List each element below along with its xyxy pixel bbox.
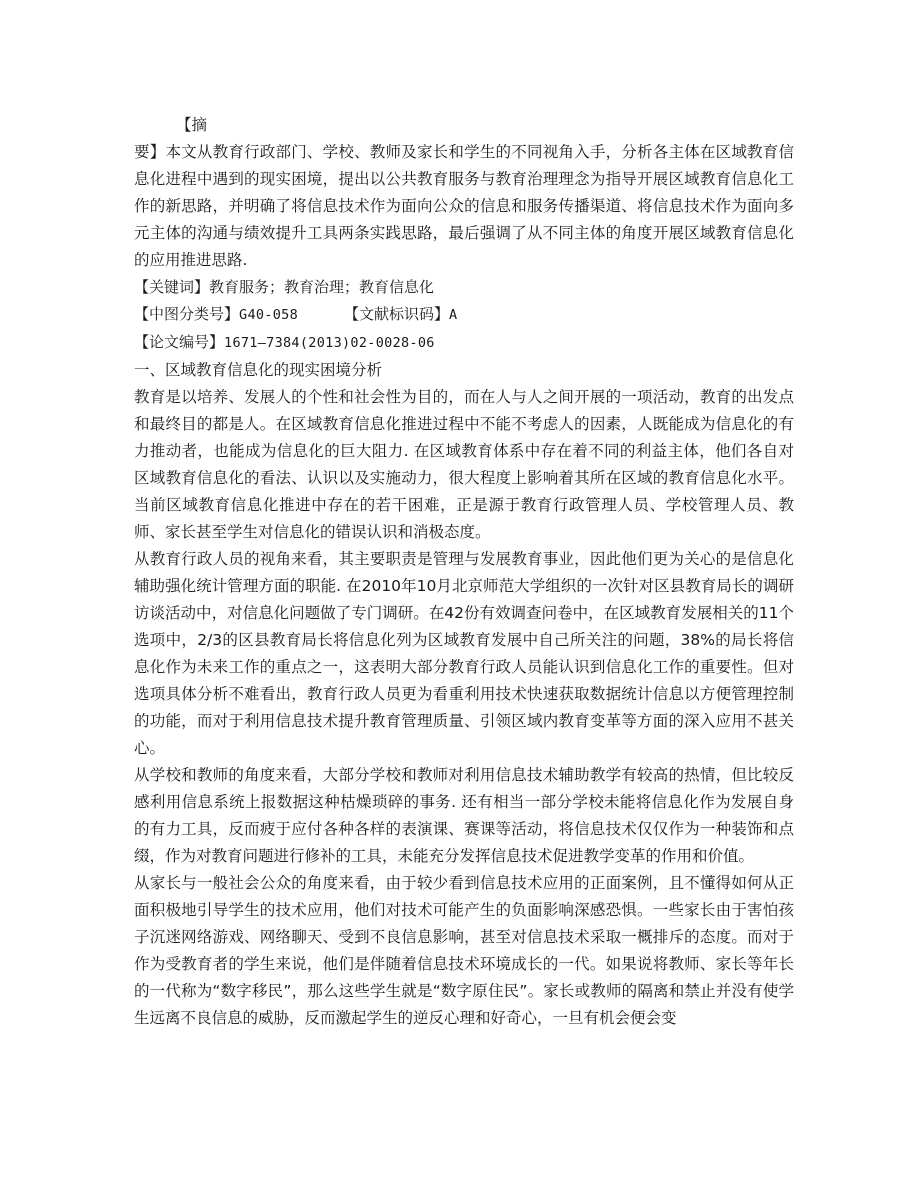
document-code-value: A	[449, 307, 458, 323]
classification-label: 【中图分类号】	[134, 305, 240, 323]
abstract-paragraph	[134, 139, 794, 274]
body-paragraph: 教育是以培养、发展人的个性和社会性为目的，而在人与人之间开展的一项活动，教育的出发点和最终目的都是人。在区域教育信息化推进过程中不能不考虑人的因素，人既能成为信息化的有力推动者，也能成为信息化的巨大阻力. 在区域教育体系中存在着不同的利益主体，他们各自对区域教育信息化的看法、认识以及实施动力，很大程度上影响着其所在区域的教育信息化水平。当前区域教育信息化推进中存在的若干困难，正是源于教育行政管理人员、学校管理人员、教师、家长甚至学生对信息化的错误认识和消极态度。	[134, 388, 794, 541]
section-title: 一、区域教育信息化的现实困境分析	[134, 361, 383, 379]
abstract-label-line2: 要】	[134, 143, 166, 161]
keywords-label: 【关键词】	[134, 278, 210, 296]
paper-number-line	[134, 329, 794, 357]
abstract-label-line1: 【摘	[176, 116, 208, 134]
classification-value: G40-058	[239, 307, 299, 323]
paper-number-label: 【论文编号】	[134, 333, 225, 351]
keywords-line	[134, 274, 794, 301]
abstract-text: 本文从教育行政部门、学校、教师及家长和学生的不同视角入手，分析各主体在区域教育信息化进程中遇到的现实困境，提出以公共教育服务与教育治理理念为指导开展区域教育信息化工作的新思路，并明确了将信息技术作为面向公众的信息和服务传播渠道、将信息技术作为面向多元主体的沟通与绩效提升工具两条实践思路，最后强调了从不同主体的角度开展区域教育信息化的应用推进思路.	[134, 143, 794, 269]
document-code-label: 【文献标识码】	[344, 305, 450, 323]
classification-line	[134, 301, 794, 329]
document-page	[134, 112, 794, 1032]
paper-number-value: 1671—7384(2013)02-0028-06	[224, 335, 435, 351]
keywords-value: 教育服务；教育治理；教育信息化	[209, 278, 435, 296]
body-paragraph: 从学校和教师的角度来看，大部分学校和教师对利用信息技术辅助教学有较高的热情，但比较反感利用信息系统上报数据这种枯燥琐碎的事务. 还有相当一部分学校未能将信息化作为发展自身的有力工具，反而疲于应付各种各样的表演课、赛课等活动，将信息技术仅仅作为一种装饰和点缀，作为对教育问题进行修补的工具，未能充分发挥信息技术促进教学变革的作用和价值。	[134, 766, 794, 865]
body-paragraph: 从教育行政人员的视角来看，其主要职责是管理与发展教育事业，因此他们更为关心的是信息化辅助强化统计管理方面的职能. 在2010年10月北京师范大学组织的一次针对区县教育局长的调研访谈活动中，对信息化问题做了专门调研。在42份有效调查问卷中，在区域教育发展相关的11个选项中，2/3的区县教育局长将信息化列为区域教育发展中自己所关注的问题，38%的局长将信息化作为未来工作的重点之一，这表明大部分教育行政人员能认识到信息化工作的重要性。但对选项具体分析不难看出，教育行政人员更为看重利用技术快速获取数据统计信息以方便管理控制的功能，而对于利用信息技术提升教育管理质量、引领区域内教育变革等方面的深入应用不甚关心。	[134, 550, 794, 757]
body-paragraph: 从家长与一般社会公众的角度来看，由于较少看到信息技术应用的正面案例，且不懂得如何从正面积极地引导学生的技术应用，他们对技术可能产生的负面影响深感恐惧。一些家长由于害怕孩子沉迷网络游戏、网络聊天、受到不良信息影响，甚至对信息技术采取一概排斥的态度。而对于作为受教育者的学生来说，他们是伴随着信息技术环境成长的一代。如果说将教师、家长等年长的一代称为“数字移民”，那么这些学生就是“数字原住民”。家长或教师的隔离和禁止并没有使学生远离不良信息的威胁，反而激起学生的逆反心理和好奇心，一旦有机会便会变	[134, 874, 794, 1027]
